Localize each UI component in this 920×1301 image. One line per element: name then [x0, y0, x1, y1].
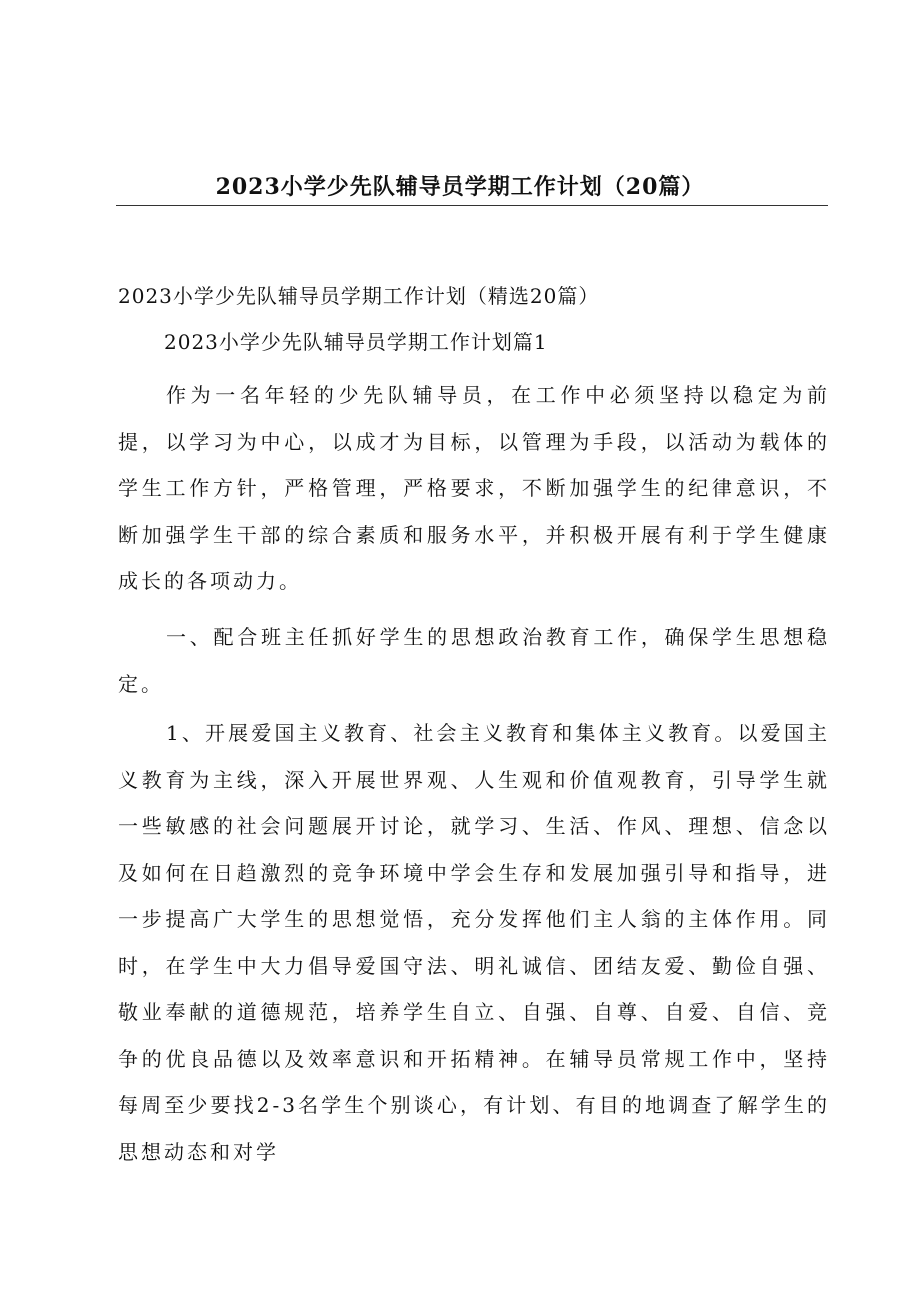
- paragraph-intro: 作为一名年轻的少先队辅导员，在工作中必须坚持以稳定为前提，以学习为中心，以成才为目标，以管理为手段，以活动为载体的学生工作方针，严格管理，严格要求，不断加强学生的纪律意识，不断加强学生干部的综合素质和服务水平，并积极开展有利于学生健康成长的各项动力。: [118, 383, 830, 593]
- document-title: 2023小学少先队辅导员学期工作计划（20篇）: [215, 174, 705, 200]
- section-heading: 2023小学少先队辅导员学期工作计划篇1: [164, 330, 548, 354]
- title-underline: [116, 205, 828, 206]
- paragraph-item-one: 1、开展爱国主义教育、社会主义教育和集体主义教育。以爱国主义教育为主线，深入开展世界观、人生观和价值观教育，引导学生就一些敏感的社会问题展开讨论，就学习、生活、作风、理想、信念以及如何在日趋激烈的竞争环境中学会生存和发展加强引导和指导，进一步提高广大学生的思想觉悟，充分发挥他们主人翁的主体作用。同时，在学生中大力倡导爱国守法、明礼诚信、团结友爱、勤俭自强、敬业奉献的道德规范，培养学生自立、自强、自尊、自爱、自信、竞争的优良品德以及效率意识和开拓精神。在辅导员常规工作中，坚持每周至少要找2-3名学生个别谈心，有计划、有目的地调查了解学生的思想动态和对学: [118, 721, 830, 1164]
- paragraph-point-one: 一、配合班主任抓好学生的思想政治教育工作，确保学生思想稳定。: [118, 625, 830, 696]
- document-subtitle: 2023小学少先队辅导员学期工作计划（精选20篇）: [118, 284, 600, 308]
